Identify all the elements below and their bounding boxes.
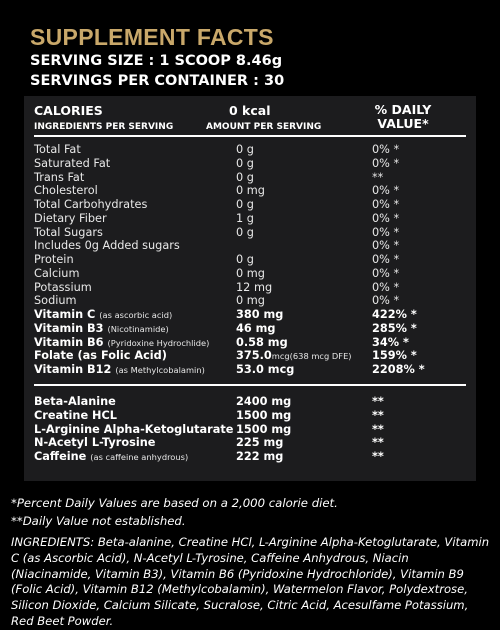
nutrient-amount-value: 1 g — [236, 211, 254, 225]
calories-label: CALORIES — [34, 103, 103, 118]
nutrient-amount — [236, 281, 272, 294]
nutrient-name-text: Total Sugars — [34, 225, 103, 239]
nutrient-amount-value: 46 mg — [236, 321, 276, 335]
nutrient-name — [34, 281, 92, 294]
nutrient-name-text: Vitamin B12 — [34, 363, 112, 376]
nutrient-daily-value: 0% * — [372, 239, 400, 253]
nutrient-amount — [236, 253, 254, 266]
nutrient-amount — [236, 226, 254, 239]
nutrient-amount — [236, 157, 254, 170]
nutrient-amount — [236, 436, 283, 449]
nutrient-row — [24, 239, 476, 253]
nutrient-amount-value: 0 g — [236, 170, 254, 184]
ingredients-per-serving-header: INGREDIENTS PER SERVING — [34, 122, 174, 132]
nutrient-amount-value: 1500 mg — [236, 422, 292, 436]
nutrient-amount — [236, 450, 283, 463]
nutrient-amount-value: 0 mg — [236, 266, 265, 280]
nutrient-row — [24, 184, 476, 198]
nutrient-name-text: Calcium — [34, 266, 80, 280]
nutrient-name-text: Creatine HCL — [34, 408, 118, 422]
nutrient-daily-value: 34% * — [372, 335, 409, 349]
nutrient-daily-value: 0% * — [372, 156, 400, 170]
nutrient-amount — [236, 143, 254, 156]
nutrient-amount — [236, 409, 291, 422]
nutrient-amount-value: 380 mg — [236, 308, 284, 321]
nutrient-name-text: Vitamin C — [34, 308, 96, 321]
nutrient-row — [24, 436, 476, 450]
nutrient-name — [34, 267, 79, 280]
nutrient-row — [24, 349, 476, 363]
nutrient-daily-value: 0% * — [372, 184, 400, 198]
nutrient-name — [34, 322, 169, 335]
nutrient-name-text: Vitamin B3 — [34, 321, 104, 335]
nutrient-row — [24, 253, 476, 267]
nutrient-name — [34, 239, 180, 252]
nutrient-amount-note: mcg(638 mcg DFE) — [271, 351, 352, 362]
nutrient-source: (as caffeine anhydrous) — [90, 452, 189, 463]
nutrient-name-text: Includes 0g Added sugars — [34, 239, 180, 253]
nutrient-row — [24, 281, 476, 295]
percent-dv-footnote: *Percent Daily Values are based on a 2,000 calorie diet. — [11, 496, 338, 510]
nutrient-name — [34, 336, 209, 349]
nutrient-amount-value: 0 g — [236, 253, 254, 266]
nutrient-name — [34, 157, 110, 170]
nutrient-row — [24, 157, 476, 171]
nutrient-name — [34, 294, 77, 307]
nutrient-row — [24, 294, 476, 308]
nutrient-row — [24, 363, 476, 377]
nutrient-amount-value: 0 g — [236, 198, 254, 211]
nutrient-daily-value: 285% * — [372, 321, 417, 335]
facts-panel — [24, 96, 476, 481]
nutrient-name-text: Vitamin B6 — [34, 335, 104, 349]
nutrient-row — [24, 226, 476, 240]
amount-per-serving-header: AMOUNT PER SERVING — [206, 122, 322, 132]
servings-per-container: SERVINGS PER CONTAINER : 30 — [30, 73, 285, 89]
blend-divider — [34, 384, 466, 386]
nutrient-amount — [236, 198, 254, 211]
nutrient-name-text: Folate (as Folic Acid) — [34, 349, 167, 363]
nutrient-amount — [236, 212, 254, 225]
nutrient-name-text: Beta-Alanine — [34, 395, 116, 408]
nutrient-amount-value: 0 g — [236, 156, 254, 170]
nutrient-amount-value: 12 mg — [236, 280, 273, 294]
nutrient-row — [24, 308, 476, 322]
nutrient-amount-value: 1500 mg — [236, 408, 292, 422]
nutrient-amount-value: 2400 mg — [236, 395, 292, 408]
nutrient-daily-value: ** — [372, 408, 384, 422]
nutrient-name — [34, 409, 117, 422]
nutrient-daily-value: 0% * — [372, 266, 400, 280]
nutrient-name-text: Total Carbohydrates — [34, 198, 148, 211]
nutrient-row — [24, 212, 476, 226]
nutrient-amount — [236, 267, 265, 280]
nutrient-daily-value: 0% * — [372, 253, 400, 266]
nutrient-name — [34, 395, 116, 408]
nutrient-name — [34, 212, 107, 225]
nutrient-name-text: Dietary Fiber — [34, 211, 107, 225]
calories-value: 0 kcal — [229, 103, 271, 118]
nutrient-name — [34, 198, 147, 211]
nutrient-row — [24, 198, 476, 212]
nutrient-daily-value: 0% * — [372, 280, 400, 294]
nutrient-name-text: Trans Fat — [34, 170, 85, 184]
nutrient-amount-value: 0.58 mg — [236, 335, 288, 349]
nutrient-amount — [236, 349, 352, 362]
nutrient-name — [34, 226, 103, 239]
daily-value-header: % DAILY VALUE* — [374, 102, 432, 131]
nutrient-daily-value: ** — [372, 422, 384, 436]
nutrient-source: (Pyridoxine Hydrochlide) — [107, 337, 210, 348]
nutrient-daily-value: 0% * — [372, 294, 400, 308]
nutrient-name — [34, 308, 172, 321]
nutrient-source: (Nicotinamide) — [107, 323, 169, 334]
nutrient-daily-value: 159% * — [372, 349, 417, 363]
nutrient-name — [34, 436, 155, 449]
nutrient-daily-value: 0% * — [372, 211, 400, 225]
ingredients-list: INGREDIENTS: Beta-alanine, Creatine HCl, L-Arginine Alpha-Ketoglutarate, Vitamin C (as Ascorbic Acid), N-Acetyl L-Tyrosine, Caffeine Anhydrous, Niacin (Niacinamide, Vitamin B3), Vitamin B6 (Pyridoxine Hydrochloride), Vitamin B9 (Folic Acid), Vitamin B12 (Methylcobalamin), Watermelon Flavor, Polydextrose, Silicon Dioxide, Calcium Silicate, Sucralose, Citric Acid, Acesulfame Potassium, Red Beet Powder. — [11, 535, 490, 628]
nutrient-row — [24, 171, 476, 185]
nutrient-amount-value: 53.0 mcg — [236, 363, 295, 376]
nutrient-amount — [236, 363, 294, 376]
nutrient-name-text: N-Acetyl L-Tyrosine — [34, 436, 156, 450]
nutrient-amount — [236, 308, 283, 321]
nutrient-name-text: Potassium — [34, 280, 92, 294]
nutrient-amount — [236, 184, 265, 197]
nutrient-amount — [236, 423, 291, 436]
nutrient-amount-value: 375.0 — [236, 349, 272, 363]
nutrient-amount-value: 0 g — [236, 143, 254, 156]
nutrient-amount-value: 225 mg — [236, 436, 284, 450]
nutrient-daily-value: ** — [372, 436, 384, 450]
nutrient-daily-value: 2208% * — [372, 363, 425, 376]
nutrient-amount-value: 0 mg — [236, 184, 265, 198]
nutrient-name — [34, 423, 233, 436]
nutrient-name-text: L-Arginine Alpha-Ketoglutarate — [34, 422, 234, 436]
nutrient-daily-value: ** — [372, 170, 384, 184]
nutrient-row — [24, 409, 476, 423]
nutrient-name-text: Sodium — [34, 294, 77, 308]
nutrient-name — [34, 171, 84, 184]
nutrient-row — [24, 322, 476, 336]
nutrient-name-text: Cholesterol — [34, 184, 98, 198]
nutrient-amount — [236, 395, 291, 408]
nutrient-name — [34, 184, 98, 197]
nutrient-name-text: Caffeine — [34, 450, 87, 464]
nutrient-row — [24, 336, 476, 350]
dv-not-established-footnote: **Daily Value not established. — [11, 514, 186, 528]
nutrient-amount — [236, 336, 288, 349]
nutrient-amount-value: 0 mg — [236, 294, 265, 308]
nutrient-daily-value: ** — [372, 395, 384, 408]
nutrient-daily-value: 0% * — [372, 198, 400, 211]
nutrient-row — [24, 143, 476, 157]
nutrient-source: (as ascorbic acid) — [99, 310, 173, 320]
nutrient-name-text: Total Fat — [34, 143, 81, 156]
nutrient-name — [34, 450, 188, 463]
nutrient-name-text: Saturated Fat — [34, 156, 111, 170]
nutrient-row — [24, 423, 476, 437]
nutrient-daily-value: 0% * — [372, 143, 400, 156]
nutrient-name — [34, 363, 205, 376]
nutrient-amount-value: 0 g — [236, 225, 254, 239]
nutrient-amount — [236, 294, 265, 307]
serving-size: SERVING SIZE : 1 SCOOP 8.46g — [30, 53, 283, 69]
nutrient-name — [34, 349, 167, 362]
panel-title: SUPPLEMENT FACTS — [30, 24, 274, 50]
nutrient-row — [24, 395, 476, 409]
nutrient-row — [24, 450, 476, 464]
nutrient-source: (as Methylcobalamin) — [115, 365, 205, 375]
nutrient-name — [34, 253, 74, 266]
nutrient-daily-value: 422% * — [372, 308, 417, 321]
nutrient-row — [24, 267, 476, 281]
nutrient-amount — [236, 322, 276, 335]
nutrient-amount-value: 222 mg — [236, 450, 284, 464]
nutrient-daily-value: 0% * — [372, 225, 400, 239]
nutrient-name-text: Protein — [34, 253, 74, 266]
nutrient-daily-value: ** — [372, 450, 384, 464]
nutrient-name — [34, 143, 81, 156]
header-divider — [34, 135, 466, 137]
nutrient-amount — [236, 171, 254, 184]
